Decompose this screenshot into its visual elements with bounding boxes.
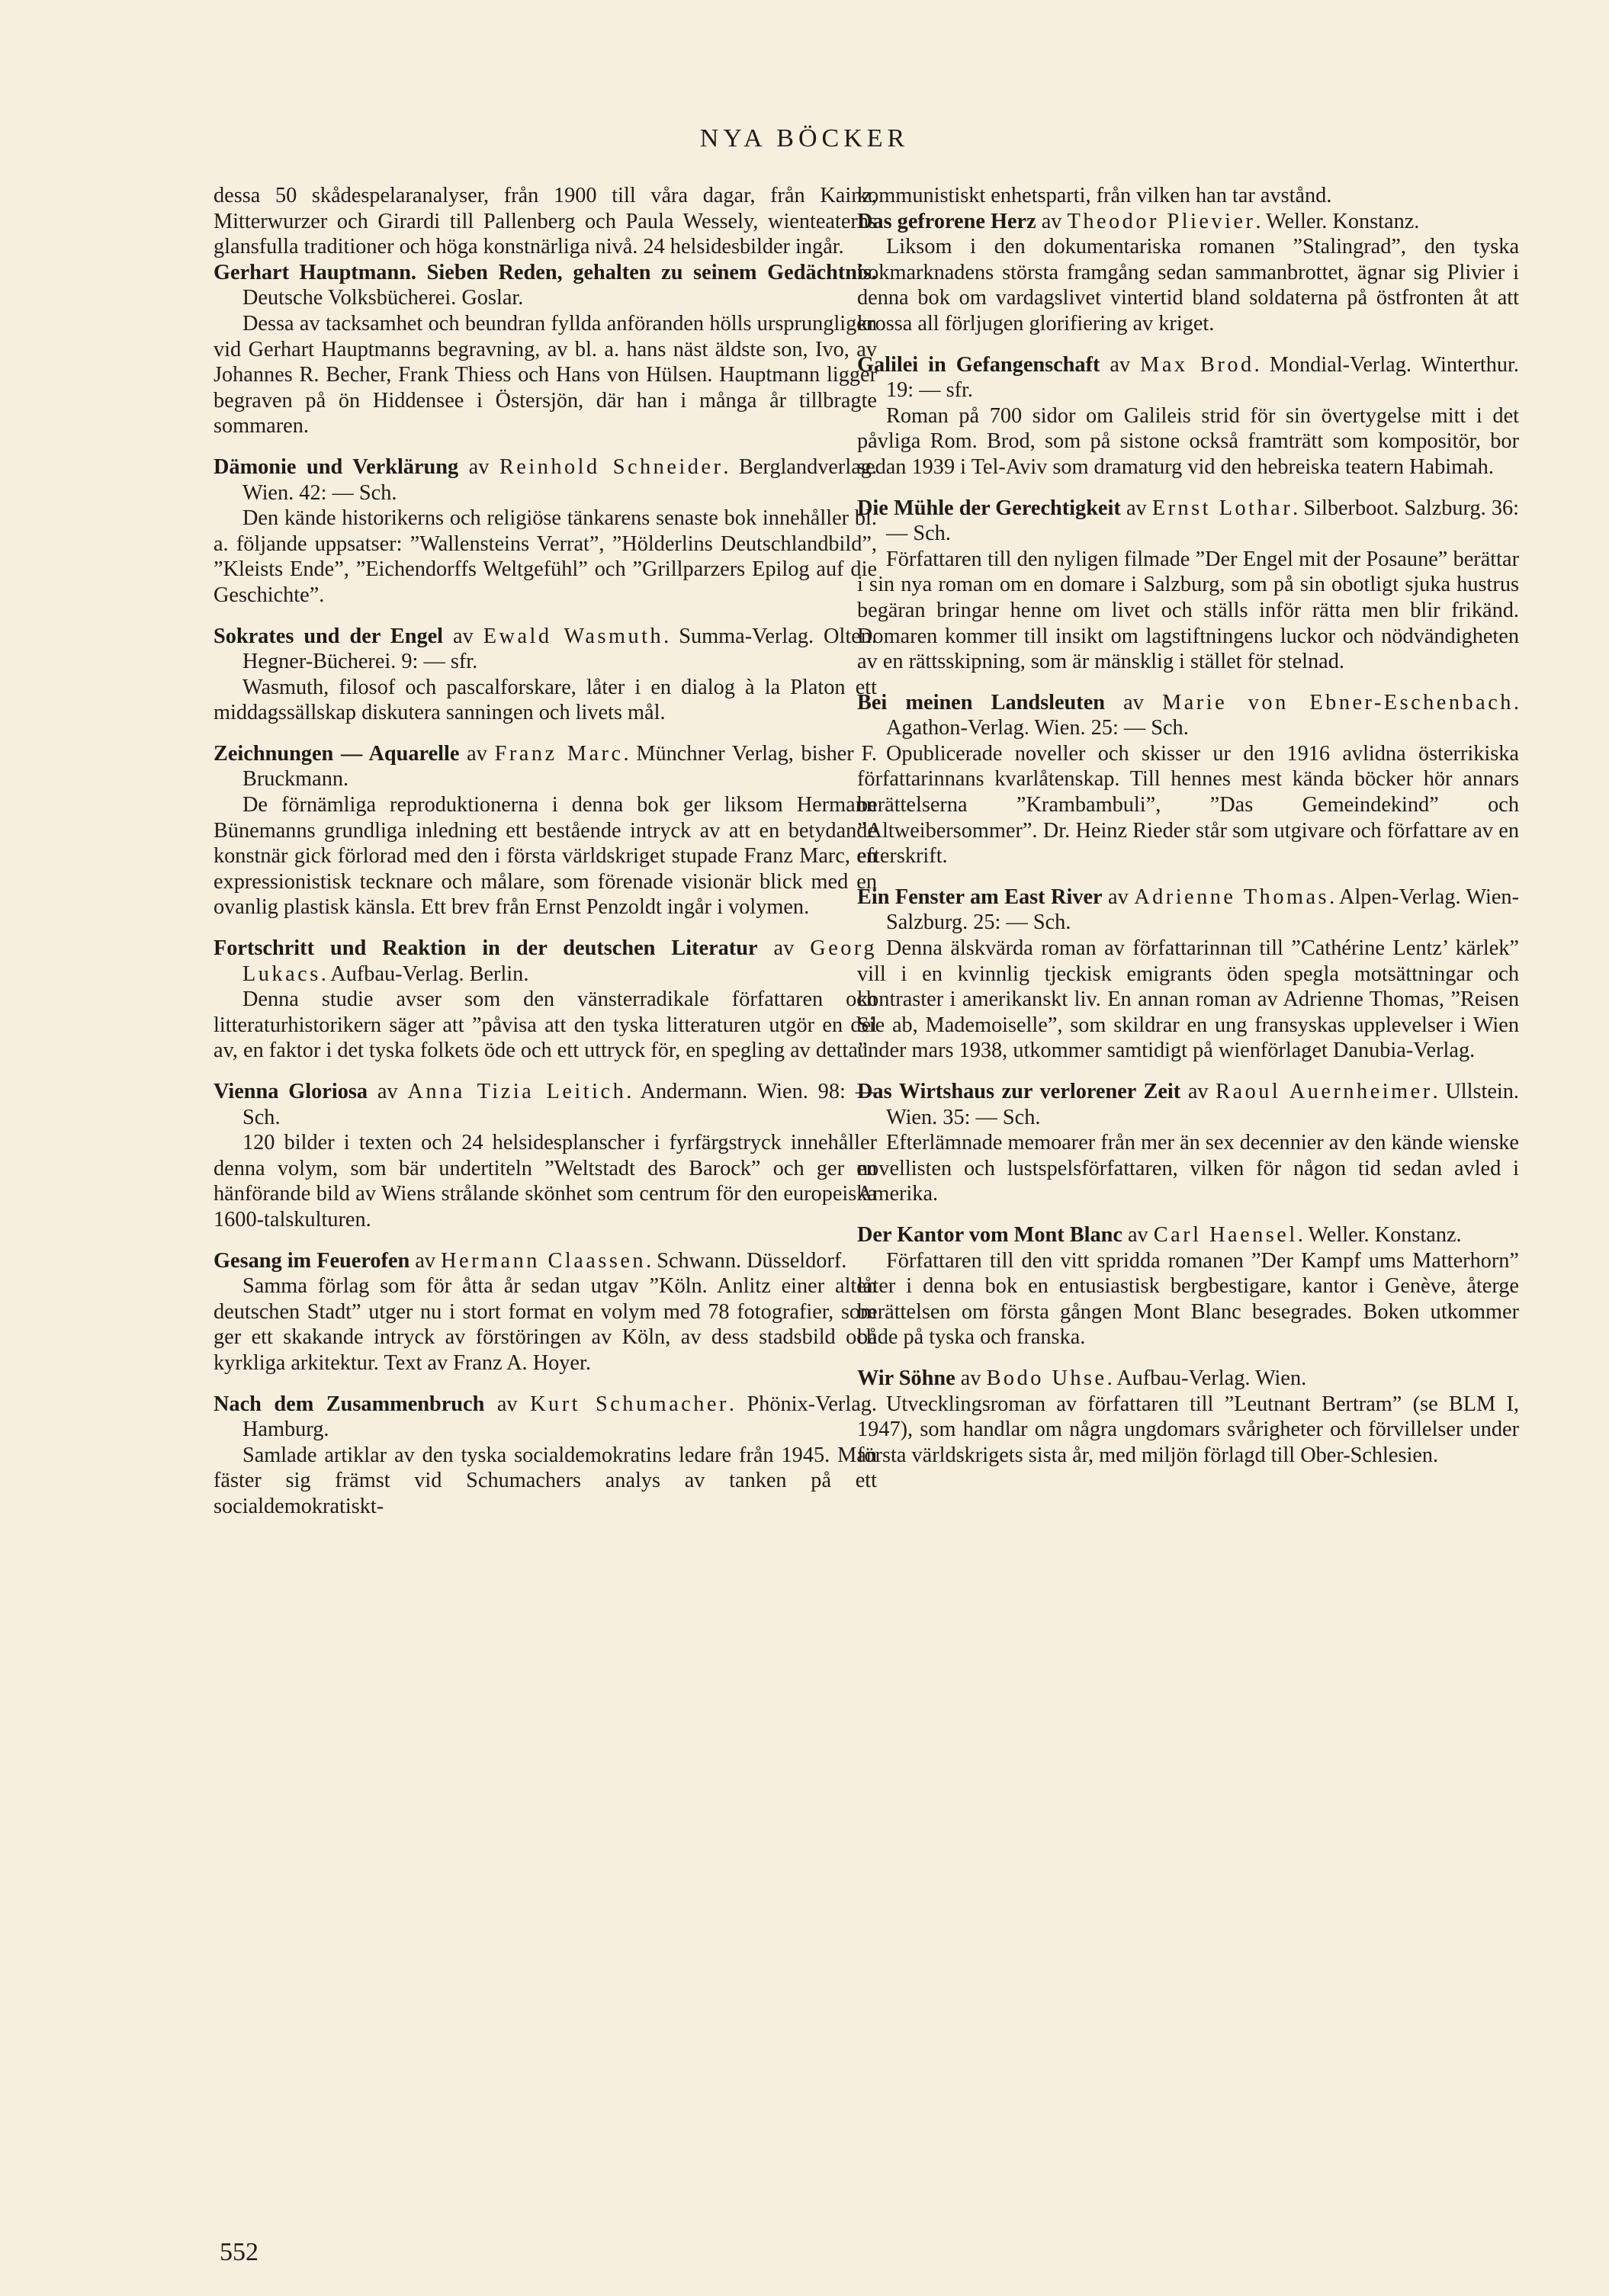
book-entry [214,260,877,439]
book-title: Fortschritt und Reaktion in der deutschen Literatur [214,936,758,961]
book-title: Das Wirtshaus zur verlorener Zeit [857,1080,1181,1103]
book-author: Marie von Ebner-Eschenbach [1162,690,1514,714]
citation-connector: av [1105,690,1163,714]
book-title: Die Mühle der Gerechtigkeit [857,496,1121,520]
publisher-info: . Ullstein. Wien. 35: — Sch. [886,1080,1520,1129]
book-citation [214,1248,877,1274]
book-author: Raoul Auernheimer [1216,1080,1433,1103]
citation-connector: av [458,454,499,479]
citation-connector: av [1102,885,1135,909]
book-entry [857,885,1519,1064]
continued-paragraph: kommunistiskt enhetsparti, från vilken han tar avstånd. [857,184,1332,207]
book-review-text: Denna studie avser som den vänsterradikale författaren och litteraturhistorikern säger att ”påvisa att den tyska litteraturen utgör en del av, en faktor i det tyska folkets öde och ett uttryck för, en spegling av detta”. [214,987,877,1063]
citation-connector: av [1122,1222,1154,1247]
book-entry [857,1079,1519,1207]
book-entry [214,1392,877,1520]
book-review-text: Den kände historikerns och religiöse tänkarens senaste bok innehåller bl. a. följande uppsatser: ”Wallensteins Verrat”, ”Hölderlins Deutschlandbild”, ”Kleists Ende”, ”Eichendorffs Weltgefühl” och ”Grillparzers Epilog auf die Geschichte”. [214,506,877,607]
book-citation [214,741,877,792]
citation-connector: av [955,1366,987,1390]
publisher-info: . Agathon-Verlag. Wien. 25: — Sch. [886,690,1520,740]
book-entry [214,1248,877,1376]
book-author: Carl Haensel [1153,1222,1298,1247]
citation-connector: av [368,1080,408,1103]
book-author: Franz Marc [494,741,624,766]
publisher-info: . Summa-Verlag. Olten. Hegner-Bücherei. 9: — sfr. [242,624,877,674]
book-title: Dämonie und Verklärung [214,454,459,479]
citation-connector: av [1100,352,1141,377]
running-header: NYA BÖCKER [699,124,910,153]
book-citation [214,936,877,987]
book-entry [214,454,877,609]
publisher-info: . Mondial-Verlag. Winterthur. 19: — sfr. [886,352,1519,403]
left-column [214,183,877,1520]
book-citation [857,690,1519,741]
book-author: Adrienne Thomas [1134,885,1330,909]
publisher-info: . Andermann. Wien. 98: — Sch. [242,1080,877,1129]
book-review-text: Författaren till den vitt spridda romanen ”Der Kampf ums Matterhorn” låter i denna bok en entusiastisk bergbestigare, kantor i Genève, återge berättelsen om första gången Mont Blanc besegrades. Boken utkommer både på tyska och franska. [857,1248,1519,1350]
book-author: Hermann Claassen [441,1248,647,1273]
book-review-text: Utvecklingsroman av författaren till ”Leutnant Bertram” (se BLM I, 1947), som handlar om några ungdomars svårigheter och förvillelser under första världskrigets sista år, med miljön förlagd till Ober-Schlesien. [857,1392,1519,1467]
book-entry [857,496,1519,675]
publisher-info: . Schwann. Düsseldorf. [646,1248,847,1273]
book-citation [857,209,1519,235]
citation-connector: av [459,741,495,766]
book-citation [214,260,877,311]
citation-connector: av [1180,1080,1216,1103]
book-citation [857,352,1519,403]
book-author: Reinhold Schneider [499,454,724,479]
book-citation [857,1366,1519,1392]
book-author: Theodor Plievier [1067,209,1256,233]
book-author: Georg Lukacs [242,936,877,986]
publisher-info: . Aufbau-Verlag. Berlin. [320,962,529,986]
book-review-text: Wasmuth, filosof och pascalforskare, låter i en dialog à la Platon ett middagssällskap diskutera sanningen och livets mål. [214,675,877,725]
book-title: Gerhart Hauptmann. Sieben Reden, gehalten zu seinem Gedächtnis. [214,260,877,284]
book-author: Max Brod [1140,352,1254,377]
continued-paragraph: dessa 50 skådespelaranalyser, från 1900 till våra dagar, från Kainz, Mitterwurzer och Girardi till Pallenberg och Paula Wessely, wienteaterns glansfulla traditioner och höga konstnärliga nivå. 24 helsidesbilder ingår. [214,184,877,259]
book-title: Ein Fenster am East River [857,885,1103,909]
book-title: Der Kantor vom Mont Blanc [857,1222,1122,1247]
book-title: Nach dem Zusammenbruch [214,1392,485,1416]
citation-connector: av [1036,209,1068,233]
publisher-info: . Alpen-Verlag. Wien-Salzburg. 25: — Sch. [886,885,1520,935]
publisher-info: . Silberboot. Salzburg. 36: — Sch. [886,496,1519,546]
book-review-text: Denna älskvärda roman av författarinnan till ”Cathérine Lentz’ kärlek” vill i en kvinnlig tjeckisk emigrants öden spegla motsättningar och kontraster i amerikanskt liv. En annan roman av Adrienne Thomas, ”Reisen Sie ab, Mademoiselle”, som skildrar en ung fransyskas upplevelser i Wien under mars 1938, utkommer samtidigt på wienförlaget Danubia-Verlag. [857,936,1519,1063]
book-review-text: Liksom i den dokumentariska romanen ”Stalingrad”, den tyska bokmarknadens största framgång sedan sammanbrottet, ägnar sig Plivier i denna bok om vardagslivet vintertid bland soldaterna på östfronten åt att krossa all förljugen glorifiering av kriget. [857,235,1519,336]
book-entry [857,1222,1519,1350]
right-column [857,183,1519,1468]
book-title: Wir Söhne [857,1366,955,1390]
book-citation [214,1079,877,1130]
book-entry [214,624,877,726]
publisher-info: . Münchner Verlag, bisher F. Bruckmann. [242,741,877,792]
book-author: Ernst Lothar [1151,496,1293,520]
publisher-info: . Weller. Konstanz. [1255,209,1420,233]
book-review-text: Samma förlag som för åtta år sedan utgav ”Köln. Anlitz einer alten deutschen Stadt” utger nu i stort format en volym med 78 fotografier, som ger ett skakande intryck av förstöringen av Köln, av dess stadsbild och kyrkliga arkitektur. Text av Franz A. Hoyer. [214,1274,877,1375]
book-citation [857,1079,1519,1130]
book-entry [214,1079,877,1233]
book-entry [857,1366,1519,1468]
publisher-info: . Aufbau-Verlag. Wien. [1106,1366,1307,1390]
book-review-text: Samlade artiklar av den tyska socialdemokratins ledare från 1945. Man fäster sig främst vid Schumachers analys av tanken på ett socialdemokratiskt- [214,1443,877,1518]
citation-connector: av [484,1392,531,1416]
book-citation [857,496,1519,547]
book-review-text: Roman på 700 sidor om Galileis strid för sin övertygelse mitt i det påvliga Rom. Brod, som på sistone också framträtt som kompositör, bor sedan 1939 i Tel-Aviv som dramaturg vid den hebreiska teatern Habimah. [857,403,1519,479]
book-citation [214,624,877,675]
book-review-text: Efterlämnade memoarer från mer än sex decennier av den kände wienske novellisten och lustspelsförfattaren, vilken för någon tid sedan avled i Amerika. [857,1131,1519,1206]
book-review-text: Opublicerade noveller och skisser ur den 1916 avlidna österrikiska författarinnans kvarlåtenskap. Till hennes mest kända böcker hör annars berättelserna ”Krambambuli”, ”Das Gemeindekind” och ”Altweibersommer”. Dr. Heinz Rieder står som utgivare och författare av en efterskrift. [857,741,1519,869]
citation-connector: av [409,1248,442,1273]
book-citation [214,1392,877,1443]
right-entries [857,209,1519,1469]
book-title: Galilei in Gefangenschaft [857,352,1100,377]
book-entry [857,209,1519,337]
book-title: Das gefrorene Herz [857,209,1036,233]
citation-connector: av [443,624,483,648]
book-author: Kurt Schumacher [530,1392,729,1416]
book-citation [857,1222,1519,1248]
citation-connector: av [1120,496,1152,520]
book-entry [857,352,1519,480]
page-number: 552 [220,2238,259,2266]
citation-connector: av [757,936,811,961]
left-entries [214,260,877,1520]
publisher-info: . Berglandverlag. Wien. 42: — Sch. [242,454,877,505]
book-review-text: Författaren till den nyligen filmade ”Der Engel mit der Posaune” berättar i sin nya roman om en domare i Salzburg, som på sin obotligt sjuka hustrus begäran bringar henne om livet och ställs inför rätta men blir frikänd. Domaren kommer till insikt om lagstiftningens luckor och nödvändigheten av en rättsskipning, som är mänsklig i stället för stelnad. [857,547,1519,674]
book-entry [214,741,877,920]
book-title: Zeichnungen — Aquarelle [214,741,460,766]
book-entry [857,690,1519,869]
book-author: Bodo Uhse [986,1366,1107,1390]
book-citation [214,454,877,506]
book-author: Ewald Wasmuth [483,624,664,648]
book-citation [857,885,1519,936]
book-author: Anna Tizia Leitich [407,1080,627,1103]
publisher-info: Deutsche Volksbücherei. Goslar. [242,286,524,310]
publisher-info: . Phönix-Verlag. Hamburg. [242,1392,877,1442]
publisher-info: . Weller. Konstanz. [1297,1222,1462,1247]
book-title: Sokrates und der Engel [214,624,444,648]
book-entry [214,936,877,1064]
book-review-text: Dessa av tacksamhet och beundran fyllda anföranden hölls ursprungligen vid Gerhart Hauptmanns begravning, av bl. a. hans näst äldste son, Ivo, av Johannes R. Becher, Frank Thiess och Hans von Hülsen. Hauptmann ligger begraven på ön Hiddensee i Östersjön, där han i många år tillbragte sommaren. [214,311,877,438]
book-title: Bei meinen Landsleuten [857,690,1106,714]
book-title: Vienna Gloriosa [214,1080,368,1103]
book-review-text: De förnämliga reproduktionerna i denna bok ger liksom Hermann Bünemanns grundliga inledning ett bestående intryck av att en betydande konstnär gick förlorad med den i första världskriget stupade Franz Marc, en expressionistisk tecknare och målare, som förenade visionär blick med en ovanlig plastisk känsla. Ett brev från Ernst Penzoldt ingår i volymen. [214,793,877,920]
book-title: Gesang im Feuerofen [214,1248,410,1273]
book-review-text: 120 bilder i texten och 24 helsidesplanscher i fyrfärgstryck innehåller denna volym, som bär undertiteln ”Weltstadt des Barock” och ger en hänförande bild av Wiens strålande skönhet som centrum för den europeiska 1600-talskulturen. [214,1131,877,1231]
